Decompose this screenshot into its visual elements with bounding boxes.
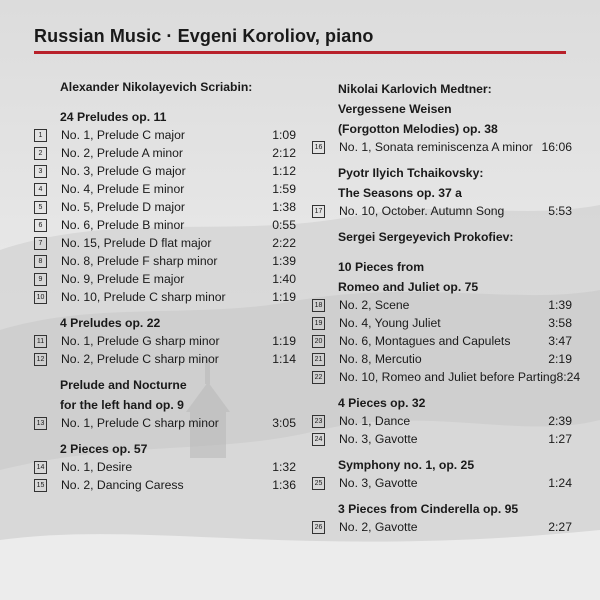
track-row[interactable] [34,198,296,216]
track-title: No. 2, Prelude C sharp minor [61,352,219,366]
track-row[interactable] [312,350,572,368]
track-duration: 2:22 [272,236,296,250]
track-row[interactable] [312,332,572,350]
track-row[interactable] [34,126,296,144]
track-title: No. 2, Prelude A minor [61,146,183,160]
work-title: The Seasons op. 37 a [338,186,462,200]
work-title: Vergessene Weisen [338,102,452,116]
work-title: 4 Preludes op. 22 [60,316,161,330]
work-block [34,314,296,368]
track-row[interactable] [34,234,296,252]
track-title: No. 9, Prelude E major [61,272,185,286]
track-title: No. 1, Dance [339,414,411,428]
track-row[interactable] [312,368,581,386]
track-duration: 1:38 [272,200,296,214]
work-block [312,500,572,536]
track-number-box: 23 [312,415,325,428]
track-row[interactable] [312,138,572,156]
track-row[interactable] [34,270,296,288]
work-block [312,164,572,220]
track-duration: 1:40 [272,272,296,286]
track-duration: 1:39 [548,298,572,312]
track-title: No. 6, Prelude B minor [61,218,185,232]
track-number-box: 5 [34,201,47,214]
track-title: No. 4, Prelude E minor [61,182,185,196]
track-row[interactable] [312,474,572,492]
track-duration: 8:24 [556,370,581,384]
work-title: 2 Pieces op. 57 [60,442,148,456]
work-block [34,440,296,494]
work-title: 3 Pieces from Cinderella op. 95 [338,502,519,516]
track-row[interactable] [34,476,296,494]
right-column-tracklist [312,78,581,544]
work-title: Pyotr Ilyich Tchaikovsky: [338,166,484,180]
track-row[interactable] [312,202,572,220]
track-title: No. 3, Gavotte [339,432,418,446]
track-number-box: 16 [312,141,325,154]
title-rule [34,51,566,54]
track-number-box: 17 [312,205,325,218]
track-number-box: 6 [34,219,47,232]
track-row[interactable] [312,314,572,332]
composer-group [312,80,572,220]
track-number-box: 20 [312,335,325,348]
work-block [312,258,581,386]
work-block [34,376,296,432]
track-title: No. 8, Mercutio [339,352,422,366]
left-column-tracklist [34,78,296,502]
track-number-box: 1 [34,129,47,142]
track-title: No. 6, Montagues and Capulets [339,334,511,348]
track-number-box: 19 [312,317,325,330]
track-duration: 1:59 [272,182,296,196]
work-title: Prelude and Nocturne [60,378,187,392]
track-duration: 2:19 [548,352,572,366]
track-row[interactable] [312,412,572,430]
work-title: Romeo and Juliet op. 75 [338,280,479,294]
track-title: No. 2, Gavotte [339,520,418,534]
track-row[interactable] [34,162,296,180]
composer-group [34,78,296,494]
track-row[interactable] [34,458,296,476]
track-duration: 1:14 [272,352,296,366]
track-number-box: 3 [34,165,47,178]
work-title: 24 Preludes op. 11 [60,110,167,124]
track-row[interactable] [34,332,296,350]
track-number-box: 15 [34,479,47,492]
page-title: Russian Music · Evgeni Koroliov, piano [34,26,374,46]
track-title: No. 4, Young Juliet [339,316,441,330]
track-number-box: 22 [312,371,325,384]
track-title: No. 1, Prelude C sharp minor [61,416,219,430]
track-duration: 3:05 [272,416,296,430]
track-title: No. 1, Desire [61,460,133,474]
track-number-box: 26 [312,521,325,534]
track-number-box: 2 [34,147,47,160]
track-number-box: 9 [34,273,47,286]
track-number-box: 25 [312,477,325,490]
composer-name: Alexander Nikolayevich Scriabin: [60,80,253,94]
work-title: (Forgotton Melodies) op. 38 [338,122,498,136]
track-row[interactable] [34,414,296,432]
track-row[interactable] [312,296,572,314]
track-row[interactable] [34,216,296,234]
track-duration: 1:12 [272,164,296,178]
track-title: No. 10, October. Autumn Song [339,204,505,218]
track-row[interactable] [34,180,296,198]
track-duration: 3:47 [548,334,572,348]
track-row[interactable] [312,430,572,448]
track-row[interactable] [34,288,296,306]
track-title: No. 3, Gavotte [339,476,418,490]
track-number-box: 10 [34,291,47,304]
track-title: No. 10, Prelude C sharp minor [61,290,226,304]
work-block [312,394,572,448]
track-duration: 1:39 [272,254,296,268]
work-block [312,80,572,156]
track-row[interactable] [34,252,296,270]
track-number-box: 21 [312,353,325,366]
track-duration: 1:19 [272,290,296,304]
track-duration: 1:27 [548,432,572,446]
track-row[interactable] [312,518,572,536]
track-number-box: 18 [312,299,325,312]
track-number-box: 12 [34,353,47,366]
track-title: No. 15, Prelude D flat major [61,236,212,250]
track-duration: 1:19 [272,334,296,348]
track-duration: 1:32 [272,460,296,474]
work-block [34,108,296,306]
track-title: No. 10, Romeo and Juliet before Parting [339,370,557,384]
track-row[interactable] [34,350,296,368]
track-duration: 1:09 [272,128,296,142]
track-number-box: 8 [34,255,47,268]
track-title: No. 1, Prelude G sharp minor [61,334,220,348]
work-title: Symphony no. 1, op. 25 [338,458,475,472]
track-duration: 5:53 [548,204,572,218]
work-title: Nikolai Karlovich Medtner: [338,82,492,96]
track-title: No. 3, Prelude G major [61,164,186,178]
track-row[interactable] [34,144,296,162]
composer-group [312,228,581,536]
track-title: No. 8, Prelude F sharp minor [61,254,218,268]
track-number-box: 7 [34,237,47,250]
track-number-box: 24 [312,433,325,446]
track-title: No. 5, Prelude D major [61,200,185,214]
track-duration: 2:39 [548,414,572,428]
track-duration: 1:36 [272,478,296,492]
track-title: No. 2, Scene [339,298,410,312]
work-title: 10 Pieces from [338,260,425,274]
track-title: No. 2, Dancing Caress [61,478,184,492]
composer-name: Sergei Sergeyevich Prokofiev: [338,230,514,244]
track-duration: 1:24 [548,476,572,490]
track-title: No. 1, Sonata reminiscenza A minor [339,140,533,154]
track-duration: 0:55 [272,218,296,232]
work-title: 4 Pieces op. 32 [338,396,426,410]
track-duration: 2:27 [548,520,572,534]
track-duration: 2:12 [272,146,296,160]
track-duration: 3:58 [548,316,572,330]
track-duration: 16:06 [541,140,572,154]
work-title: for the left hand op. 9 [60,398,184,412]
track-title: No. 1, Prelude C major [61,128,185,142]
track-number-box: 11 [34,335,47,348]
work-block [312,456,572,492]
track-number-box: 14 [34,461,47,474]
track-number-box: 13 [34,417,47,430]
track-number-box: 4 [34,183,47,196]
